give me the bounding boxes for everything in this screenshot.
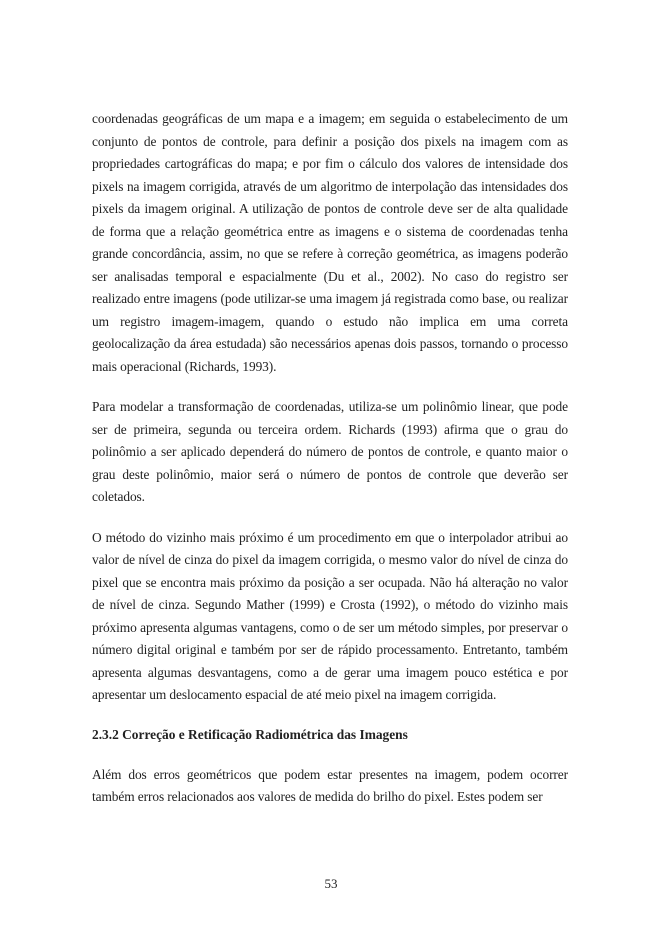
paragraph-3: O método do vizinho mais próximo é um procedimento em que o interpolador atribui ao valor de nível de cinza do pixel da imagem corrigida, o mesmo valor do nível de cinza do pixel que se encontra mais próximo da posição a ser ocupada. Não há alteração no valor de nível de cinza. Segundo Mather (1999) e Crosta (1992), o método do vizinho mais próximo apresenta algumas vantagens, como o de ser um método simples, por preservar o número digital original e também por ser de rápido processamento. Entretanto, também apresenta algumas desvantagens, como a de gerar uma imagem pouco estética e por apresentar um deslocamento espacial de até meio pixel na imagem corrigida. bbox=[92, 529, 568, 702]
paragraph-1: coordenadas geográficas de um mapa e a imagem; em seguida o estabelecimento de um conjunto de pontos de controle, para definir a posição dos pixels na imagem com as propriedades cartográficas do mapa; e por fim o cálculo dos valores de intensidade dos pixels na imagem corrigida, através de um algoritmo de interpolação das intensidades dos pixels da imagem original. A utilização de pontos de controle deve ser de alta qualidade de forma que a relação geométrica entre as imagens e o sistema de coordenadas tenha grande concordância, assim, no que se refere à correção geométrica, as imagens poderão ser analisadas temporal e espacialmente (Du et al., 2002). No caso do registro ser realizado entre imagens (pode utilizar-se uma imagem já registrada como base, ou realizar um registro imagem-imagem, quando o estudo não implica em uma correta geolocalização da área estudada) são necessários apenas dois passos, tornando o processo mais operacional (Richards, 1993). bbox=[92, 111, 568, 374]
page-body bbox=[92, 108, 568, 809]
page-number: 53 bbox=[324, 876, 338, 891]
section-heading: 2.3.2 Correção e Retificação Radiométrica das Imagens bbox=[92, 726, 408, 742]
paragraph-4: Além dos erros geométricos que podem estar presentes na imagem, podem ocorrer também erros relacionados aos valores de medida do brilho do pixel. Estes podem ser bbox=[92, 766, 568, 804]
paragraph-2: Para modelar a transformação de coordenadas, utiliza-se um polinômio linear, que pode ser de primeira, segunda ou terceira ordem. Richards (1993) afirma que o grau do polinômio a ser aplicado dependerá do número de pontos de controle, e quanto maior o grau deste polinômio, maior será o número de pontos de controle que deverão ser coletados. bbox=[92, 399, 568, 504]
